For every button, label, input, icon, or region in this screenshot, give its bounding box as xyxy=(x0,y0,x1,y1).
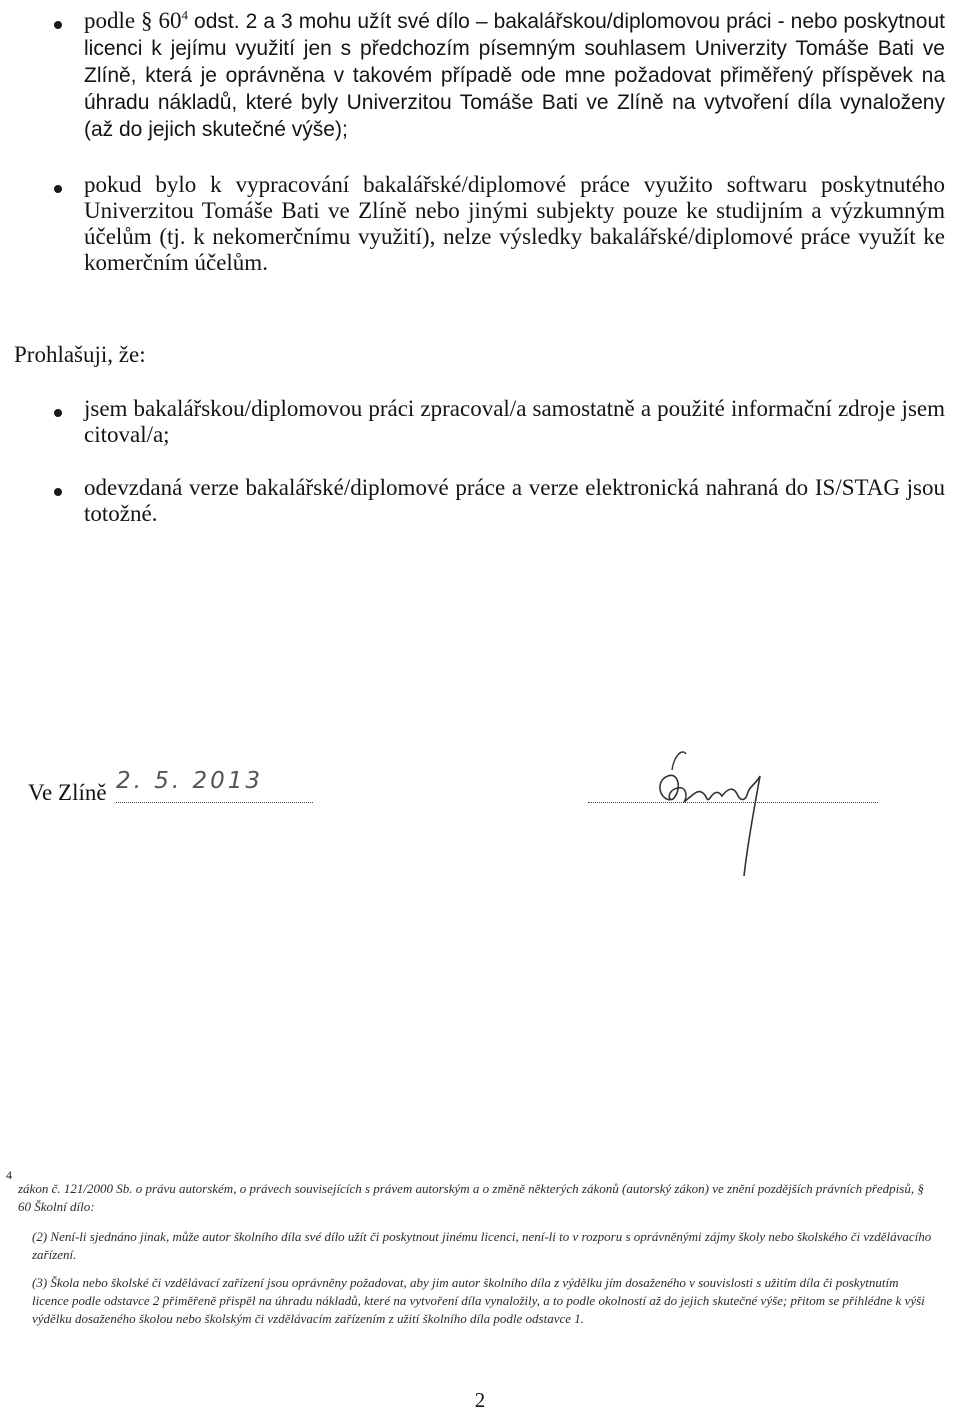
bullet-text: jsem bakalářskou/diplomovou práci zpracoval/a samostatně a použité informační zdroje jsem citoval/a; xyxy=(84,396,945,447)
declaration-item-independent-work xyxy=(40,396,945,448)
bullet-text: pokud bylo k vypracování bakalářské/diplomové práce využito softwaru poskytnutého Univerzitou Tomáše Bati ve Zlíně nebo jinými subjekty pouze ke studijním a výzkumným účelům (tj. k nekomerčnímu využití), nelze výsledky bakalářské/diplomové práce využít ke komerčním účelům. xyxy=(84,172,945,275)
bullet-dot xyxy=(54,409,62,417)
date-dotted-line xyxy=(116,802,313,803)
bullet-body: odst. 2 a 3 mohu užít své dílo – bakalářskou/diplomovou práci - nebo poskytnout licenci k jejímu využití jen s předchozím písemným souhlasem Univerzity Tomáše Bati ve Zlíně, která je oprávněna v takovém případě ode mne požadovat přiměřený příspěvek na úhradu nákladů, které byly Univerzitou Tomáše Bati ve Zlíně na vytvoření díla vynaloženy (až do jejich skutečné výše); xyxy=(84,10,945,141)
bullet-item-section-60 xyxy=(40,8,945,143)
footnote-paragraph-2: (2) Není-li sjednáno jinak, může autor školního díla své dílo užít či poskytnout jinému licenci, není-li to v rozporu s oprávněnými zájmy školy nebo školského či vzdělávacího zařízení. xyxy=(32,1229,932,1262)
page-number: 2 xyxy=(474,1388,486,1412)
footnote-source: zákon č. 121/2000 Sb. o právu autorském, o právech souvisejících s právem autorským a o změně některých zákonů (autorský zákon) ve znění pozdějších právních předpisů, § 60 Školní dílo: xyxy=(18,1181,924,1214)
bullet-text xyxy=(84,8,945,143)
bullet-item-software xyxy=(40,172,945,276)
declaration-item-identical-versions xyxy=(40,475,945,527)
handwritten-signature xyxy=(648,740,788,880)
bullet-text: odevzdaná verze bakalářské/diplomové práce a verze elektronická nahraná do IS/STAG jsou totožné. xyxy=(84,475,945,526)
bullet-dot xyxy=(54,185,62,193)
footnote-mark: 4 xyxy=(6,1168,12,1182)
footnote-reference: 4 xyxy=(181,7,189,23)
bullet-dot xyxy=(54,21,62,29)
declaration-heading: Prohlašuji, že: xyxy=(14,342,146,367)
place-label: Ve Zlíně xyxy=(28,780,107,805)
signature-dotted-line xyxy=(588,802,878,803)
bullet-dot xyxy=(54,488,62,496)
bullet-prefix: podle § 60 xyxy=(84,8,182,33)
handwritten-date: 2. 5. 2013 xyxy=(116,768,264,794)
footnote-paragraph-3: (3) Škola nebo školské či vzdělávací zařízení jsou oprávněny požadovat, aby jim autor školního díla z výdělku jím dosaženého v souvislosti s užitím díla či poskytnutím licence podle odstavce 2 přiměřeně přispěl na úhradu nákladů, které na vytvoření díla vynaložily, a to podle okolností až do jejich skutečné výše; přitom se přihlédne k výši výdělku dosaženého školou nebo školským či vzdělávacím zařízením z užití školního díla podle odstavce 1. xyxy=(32,1275,925,1326)
